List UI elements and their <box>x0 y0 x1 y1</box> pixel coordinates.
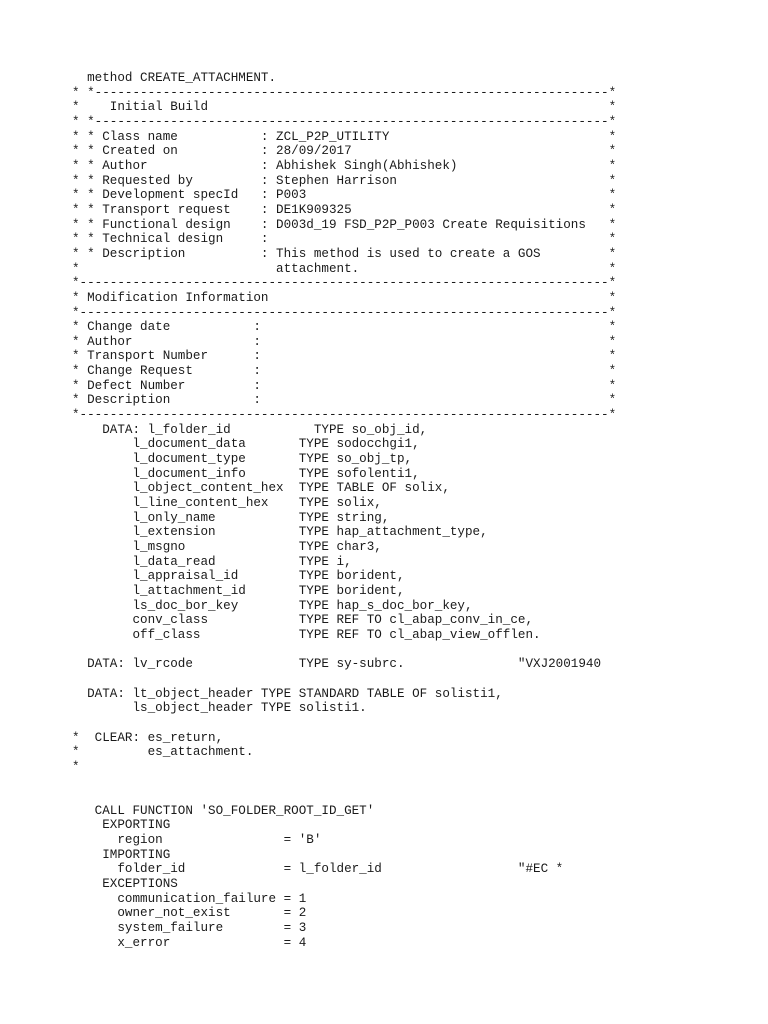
code-line: EXCEPTIONS <box>72 877 178 892</box>
code-line: method CREATE_ATTACHMENT. <box>72 71 277 85</box>
code-line: off_class TYPE REF TO cl_abap_view_offlen. <box>72 627 541 642</box>
code-line: DATA: l_folder_id TYPE so_obj_id, <box>72 422 428 437</box>
code-line: l_extension TYPE hap_attachment_type, <box>72 525 488 540</box>
code-line: CALL FUNCTION 'SO_FOLDER_ROOT_ID_GET' <box>72 803 375 818</box>
code-line: * Author : * <box>72 334 617 349</box>
code-line: l_document_info TYPE sofolenti1, <box>72 466 420 481</box>
code-line: * Transport Number : * <box>72 349 617 364</box>
code-line: * * Class name : ZCL_P2P_UTILITY * <box>72 129 617 144</box>
code-line: * attachment. * <box>72 261 617 276</box>
code-line: l_line_content_hex TYPE solix, <box>72 496 382 511</box>
code-line <box>72 672 616 687</box>
code-line <box>72 643 616 658</box>
code-line: *----------------------------------------------------------------------* <box>72 408 617 423</box>
code-line <box>72 789 616 804</box>
code-line: region = 'B' <box>72 833 322 848</box>
code-line: * <box>72 759 80 774</box>
code-line: * * Functional design : D003d_19 FSD_P2P_P003 Create Requisitions * <box>72 217 617 232</box>
code-line: * Description : * <box>72 393 617 408</box>
code-line: * * Author : Abhishek Singh(Abhishek) * <box>72 158 617 173</box>
code-line: * * Development specId : P003 * <box>72 188 617 203</box>
code-line: * * Created on : 28/09/2017 * <box>72 144 617 159</box>
code-line: *----------------------------------------------------------------------* <box>72 276 617 291</box>
code-line: l_attachment_id TYPE borident, <box>72 583 405 598</box>
code-line: ls_doc_bor_key TYPE hap_s_doc_bor_key, <box>72 598 473 613</box>
code-line: folder_id = l_folder_id "#EC * <box>72 862 564 877</box>
code-line: l_document_type TYPE so_obj_tp, <box>72 452 413 467</box>
code-line: IMPORTING <box>72 847 171 862</box>
code-line <box>72 775 616 790</box>
code-line: l_only_name TYPE string, <box>72 510 390 525</box>
code-line: l_appraisal_id TYPE borident, <box>72 569 405 584</box>
abap-source-code <box>72 71 616 950</box>
code-line: * * Transport request : DE1K909325 * <box>72 202 617 217</box>
code-line: * *--------------------------------------------------------------------* <box>72 114 617 129</box>
code-line: * * Technical design : * <box>72 232 617 247</box>
code-line: * Modification Information * <box>72 290 617 305</box>
code-line: * Defect Number : * <box>72 378 617 393</box>
code-line: ls_object_header TYPE solisti1. <box>72 701 367 716</box>
code-line: system_failure = 3 <box>72 921 307 936</box>
code-line: * * Description : This method is used to create a GOS * <box>72 246 617 261</box>
code-line: * *--------------------------------------------------------------------* <box>72 85 617 100</box>
code-line: * Change date : * <box>72 320 617 335</box>
code-line: l_document_data TYPE sodocchgi1, <box>72 437 420 452</box>
code-line: EXPORTING <box>72 818 171 833</box>
code-line: owner_not_exist = 2 <box>72 906 307 921</box>
code-line: communication_failure = 1 <box>72 891 307 906</box>
code-line: l_msgno TYPE char3, <box>72 540 382 554</box>
code-line: DATA: lv_rcode TYPE sy-subrc. "VXJ2001940 <box>72 657 602 672</box>
code-line: * CLEAR: es_return, <box>72 730 224 745</box>
code-line: l_data_read TYPE i, <box>72 554 352 569</box>
code-line: * Change Request : * <box>72 364 617 379</box>
code-line: * es_attachment. <box>72 745 254 760</box>
code-line: DATA: lt_object_header TYPE STANDARD TABLE OF solisti1, <box>72 686 503 701</box>
code-line: *----------------------------------------------------------------------* <box>72 305 617 320</box>
code-line <box>72 716 616 731</box>
code-line: * Initial Build * <box>72 100 617 115</box>
code-line: x_error = 4 <box>72 935 307 950</box>
code-line: * * Requested by : Stephen Harrison * <box>72 173 617 188</box>
code-line: l_object_content_hex TYPE TABLE OF solix, <box>72 481 450 496</box>
code-line: conv_class TYPE REF TO cl_abap_conv_in_ce, <box>72 613 534 628</box>
